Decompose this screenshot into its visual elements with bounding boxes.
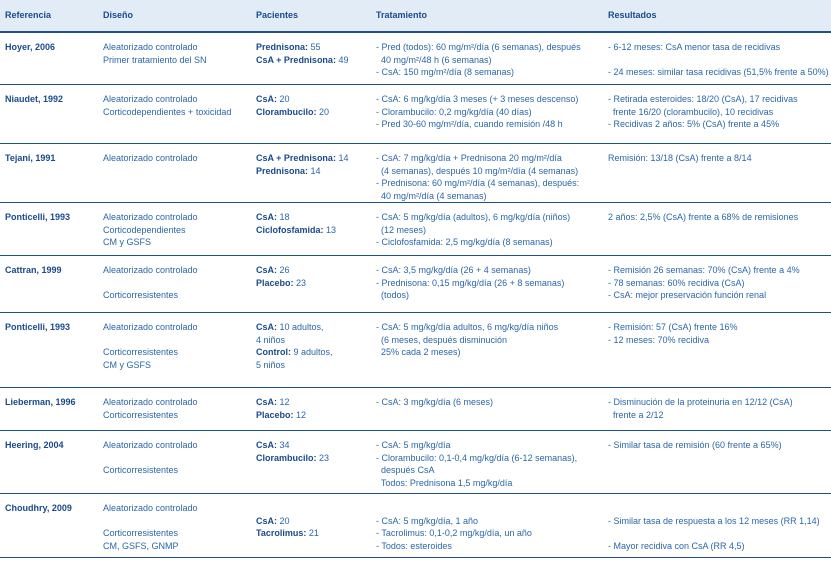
cell-line: - CsA: 7 mg/kg/día + Prednisona 20 mg/m²/día	[376, 153, 562, 163]
patient-count: 12	[293, 409, 307, 420]
cell-line: - Retirada esteroides: 18/20 (CsA), 17 recidivas	[608, 94, 798, 104]
patient-count: 23	[293, 277, 307, 288]
patient-count: 9 adultos,	[291, 347, 333, 358]
treatment-cell	[376, 396, 493, 409]
patient-group-label: Placebo:	[256, 409, 294, 420]
patient-line	[256, 396, 306, 409]
design-cell	[103, 502, 198, 552]
patient-group-label: CsA:	[256, 440, 278, 450]
table-row	[0, 85, 831, 144]
header-resultados: Resultados	[608, 10, 657, 20]
reference-cell: Tejani, 1991	[5, 153, 56, 163]
patient-group-label: CsA + Prednisona:	[256, 54, 336, 65]
patient-count: 18	[277, 212, 290, 222]
results-cell	[608, 396, 793, 421]
patient-group-label: Prednisona:	[256, 165, 309, 176]
patients-cell	[256, 439, 329, 464]
cell-line: - Clorambucilo: 0,2 mg/kg/día (40 días)	[376, 106, 532, 117]
results-cell	[608, 152, 752, 165]
cell-line: Remisión: 13/18 (CsA) frente a 8/14	[608, 153, 752, 163]
cell-line	[103, 334, 198, 347]
patients-cell	[256, 152, 348, 177]
patient-count: 21	[306, 528, 319, 539]
patient-group-label: CsA:	[256, 94, 278, 104]
patient-line	[256, 224, 336, 237]
cell-line: Aleatorizado controlado	[103, 212, 198, 222]
cell-line: - Prednisona: 60 mg/m²/día (4 semanas), después:	[376, 178, 580, 189]
cell-line	[103, 277, 198, 290]
patient-group-label: Prednisona:	[256, 42, 309, 52]
patient-line	[256, 106, 329, 119]
cell-line: (12 meses)	[376, 224, 427, 235]
patient-count: 4 niños	[256, 334, 286, 345]
patient-count: 10 adultos,	[277, 322, 324, 332]
cell-line: 40 mg/m²/día (4 semanas)	[376, 190, 487, 201]
reference-cell: Ponticelli, 1993	[5, 212, 71, 222]
cell-line: - CsA: 150 mg/m²/día (8 semanas)	[376, 67, 515, 78]
patient-group-label: Tacrolimus:	[256, 528, 307, 539]
design-cell	[103, 264, 198, 302]
patients-cell	[256, 502, 319, 540]
reference-cell: Cattran, 1999	[5, 265, 62, 275]
cell-line: Corticorresistentes	[103, 465, 179, 476]
cell-line: - Pred (todos): 60 mg/m²/día (6 semanas), después	[376, 42, 581, 52]
patient-line	[256, 452, 329, 465]
cell-line: - Todos: esteroides	[376, 540, 452, 551]
cell-line: - 24 meses: similar tasa recidivas (51,5% frente a 50%)	[608, 67, 829, 78]
treatment-cell	[376, 502, 532, 552]
cell-line	[103, 452, 198, 465]
cell-line: - Similar tasa de remisión (60 frente a 65%)	[608, 440, 782, 450]
patient-count: 26	[277, 265, 290, 275]
patient-line	[256, 409, 306, 422]
patients-cell	[256, 211, 336, 236]
patient-count: 14	[335, 153, 349, 163]
patient-line	[256, 41, 348, 54]
patients-cell	[256, 396, 306, 421]
table-row	[0, 313, 831, 388]
cell-line: Aleatorizado controlado	[103, 94, 198, 104]
reference-cell: Lieberman, 1996	[5, 397, 76, 407]
patient-line	[256, 152, 348, 165]
cell-line: - CsA: 5 mg/kg/día adultos, 6 mg/kg/día niños	[376, 322, 559, 332]
reference-cell: Heering, 2004	[5, 440, 64, 450]
patient-line	[256, 334, 333, 347]
cell-line: - 6-12 meses: CsA menor tasa de recidivas	[608, 42, 781, 52]
design-cell	[103, 152, 198, 165]
cell-line: - CsA: 3 mg/kg/día (6 meses)	[376, 397, 494, 407]
cell-line: después CsA	[376, 465, 435, 476]
cell-line: (6 meses, después disminución	[376, 334, 508, 345]
cell-line	[103, 515, 198, 528]
patient-line	[256, 359, 333, 372]
design-cell	[103, 41, 207, 66]
patient-count: 55	[308, 42, 321, 52]
cell-line: - Clorambucilo: 0,1-0,4 mg/kg/día (6-12 semanas),	[376, 452, 578, 463]
cell-line: Aleatorizado controlado	[103, 265, 198, 275]
cell-line: Corticorresistentes	[103, 528, 179, 539]
cell-line: Aleatorizado controlado	[103, 322, 198, 332]
cell-line: - Disminución de la proteinuria en 12/12 (CsA)	[608, 397, 793, 407]
cell-line: - 78 semanas: 60% recidiva (CsA)	[608, 277, 745, 288]
cell-line: - CsA: 3,5 mg/kg/día (26 + 4 semanas)	[376, 265, 531, 275]
patient-line	[256, 165, 348, 178]
patient-line	[256, 502, 319, 515]
patient-line	[256, 277, 306, 290]
cell-line: - CsA: 5 mg/kg/día, 1 año	[376, 515, 479, 526]
patient-group-label: Placebo:	[256, 277, 294, 288]
reference-cell: Ponticelli, 1993	[5, 322, 71, 332]
cell-line: Aleatorizado controlado	[103, 42, 198, 52]
cell-line: (todos)	[376, 290, 410, 301]
patient-count: 5 niños	[256, 359, 286, 370]
reference-cell: Hoyer, 2006	[5, 42, 56, 52]
table-row	[0, 494, 831, 558]
results-cell	[608, 211, 798, 224]
cell-line: - CsA: 6 mg/kg/día 3 meses (+ 3 meses descenso)	[376, 94, 579, 104]
table-row	[0, 256, 831, 313]
patient-group-label: Control:	[256, 347, 291, 358]
patients-cell	[256, 41, 348, 66]
patient-line	[256, 515, 319, 528]
header-tratamiento: Tratamiento	[376, 10, 428, 20]
cell-line: - Prednisona: 0,15 mg/kg/día (26 + 8 semanas)	[376, 277, 565, 288]
reference-cell: Choudhry, 2009	[5, 503, 72, 513]
cell-line: Corticodependientes	[103, 224, 186, 235]
patient-count: 20	[316, 106, 330, 117]
cell-line: Todos: Prednisona 1,5 mg/kg/día	[376, 477, 513, 488]
patient-line	[256, 321, 333, 334]
header-diseno: Diseño	[103, 10, 134, 20]
patient-count: 20	[277, 515, 290, 526]
cell-line: - Remisión 26 semanas: 70% (CsA) frente a 4%	[608, 265, 800, 275]
patients-cell	[256, 264, 306, 289]
cell-line: frente 16/20 (clorambucilo), 10 recidivas	[608, 106, 774, 117]
table-row	[0, 388, 831, 431]
patients-cell	[256, 93, 329, 118]
patient-count: 20	[277, 94, 290, 104]
patient-line	[256, 54, 348, 67]
results-cell	[608, 502, 820, 552]
cell-line: Corticorresistentes	[103, 347, 179, 358]
patient-line	[256, 211, 336, 224]
results-cell	[608, 93, 798, 131]
cell-line: - Remisión: 57 (CsA) frente 16%	[608, 322, 738, 332]
cell-line: - Mayor recidiva con CsA (RR 4,5)	[608, 540, 745, 551]
design-cell	[103, 93, 231, 118]
patient-group-label: CsA + Prednisona:	[256, 153, 336, 163]
header-pacientes: Pacientes	[256, 10, 299, 20]
cell-line: CM y GSFS	[103, 359, 152, 370]
patient-count: 34	[277, 440, 290, 450]
treatment-cell	[376, 152, 579, 202]
table-body	[0, 33, 831, 558]
patient-group-label: CsA:	[256, 212, 278, 222]
design-cell	[103, 396, 198, 421]
cell-line: - CsA: 5 mg/kg/día (adultos), 6 mg/kg/día (niños)	[376, 212, 571, 222]
cell-line: - CsA: mejor preservación función renal	[608, 290, 767, 301]
patient-count: 14	[308, 165, 321, 176]
treatment-cell	[376, 93, 578, 131]
cell-line: 2 años: 2,5% (CsA) frente a 68% de remisiones	[608, 212, 799, 222]
cell-line: Primer tratamiento del SN	[103, 54, 207, 65]
cell-line	[608, 502, 820, 515]
cell-line: - Similar tasa de respuesta a los 12 meses (RR 1,14)	[608, 515, 820, 526]
patient-line	[256, 93, 329, 106]
patient-line	[256, 264, 306, 277]
patient-line	[256, 346, 333, 359]
cell-line: frente a 2/12	[608, 409, 664, 420]
results-cell	[608, 264, 800, 302]
patient-group-label: Ciclofosfamida:	[256, 224, 324, 235]
table-row	[0, 33, 831, 85]
cell-line	[608, 54, 829, 67]
design-cell	[103, 211, 198, 249]
patient-line	[256, 439, 329, 452]
results-cell	[608, 41, 829, 79]
cell-line: - Ciclofosfamida: 2,5 mg/kg/día (8 semanas)	[376, 237, 553, 248]
patient-count: 12	[277, 397, 290, 407]
design-cell	[103, 321, 198, 371]
treatment-cell	[376, 41, 581, 79]
treatment-cell	[376, 321, 558, 359]
cell-line: Aleatorizado controlado	[103, 397, 198, 407]
table-row	[0, 431, 831, 494]
cell-line: CM, GSFS, GNMP	[103, 540, 179, 551]
treatment-cell	[376, 264, 564, 302]
cell-line: 25% cada 2 meses)	[376, 347, 461, 358]
header-referencia: Referencia	[5, 10, 52, 20]
patients-cell	[256, 321, 333, 371]
cell-line: Aleatorizado controlado	[103, 503, 198, 513]
patient-group-label: Clorambucilo:	[256, 452, 317, 463]
design-cell	[103, 439, 198, 477]
reference-cell: Niaudet, 1992	[5, 94, 64, 104]
patient-count: 23	[316, 452, 330, 463]
patient-group-label: CsA:	[256, 322, 278, 332]
cell-line: (4 semanas), después 10 mg/m²/día (4 semanas)	[376, 165, 579, 176]
cell-line: Corticorresistentes	[103, 409, 179, 420]
results-cell	[608, 439, 782, 452]
cell-line: Corticorresistentes	[103, 290, 179, 301]
results-cell	[608, 321, 738, 346]
cell-line: - 12 meses: 70% recidiva	[608, 334, 710, 345]
treatment-cell	[376, 439, 577, 489]
cell-line: - Tacrolimus: 0,1-0,2 mg/kg/día, un año	[376, 528, 532, 539]
cell-line: CM y GSFS	[103, 237, 152, 248]
cell-line: - Recidivas 2 años: 5% (CsA) frente a 45%	[608, 119, 780, 130]
cell-line: Corticodependientes + toxicidad	[103, 106, 232, 117]
patient-group-label: CsA:	[256, 265, 278, 275]
cell-line	[376, 502, 532, 515]
table-header	[0, 0, 831, 33]
patient-count: 13	[323, 224, 337, 235]
cell-line: Aleatorizado controlado	[103, 440, 198, 450]
patient-group-label: CsA:	[256, 515, 278, 526]
treatment-cell	[376, 211, 570, 249]
patient-group-label: Clorambucilo:	[256, 106, 317, 117]
cell-line: 40 mg/m²/48 h (6 semanas)	[376, 54, 492, 65]
cell-line: Aleatorizado controlado	[103, 153, 198, 163]
table-row	[0, 203, 831, 256]
cell-line: - CsA: 5 mg/kg/día	[376, 440, 451, 450]
table-row	[0, 144, 831, 203]
patient-line	[256, 527, 319, 540]
cell-line: - Pred 30-60 mg/m²/día, cuando remisión /48 h	[376, 119, 563, 130]
patient-group-label: CsA:	[256, 397, 278, 407]
cell-line	[608, 527, 820, 540]
patient-count: 49	[335, 54, 349, 65]
